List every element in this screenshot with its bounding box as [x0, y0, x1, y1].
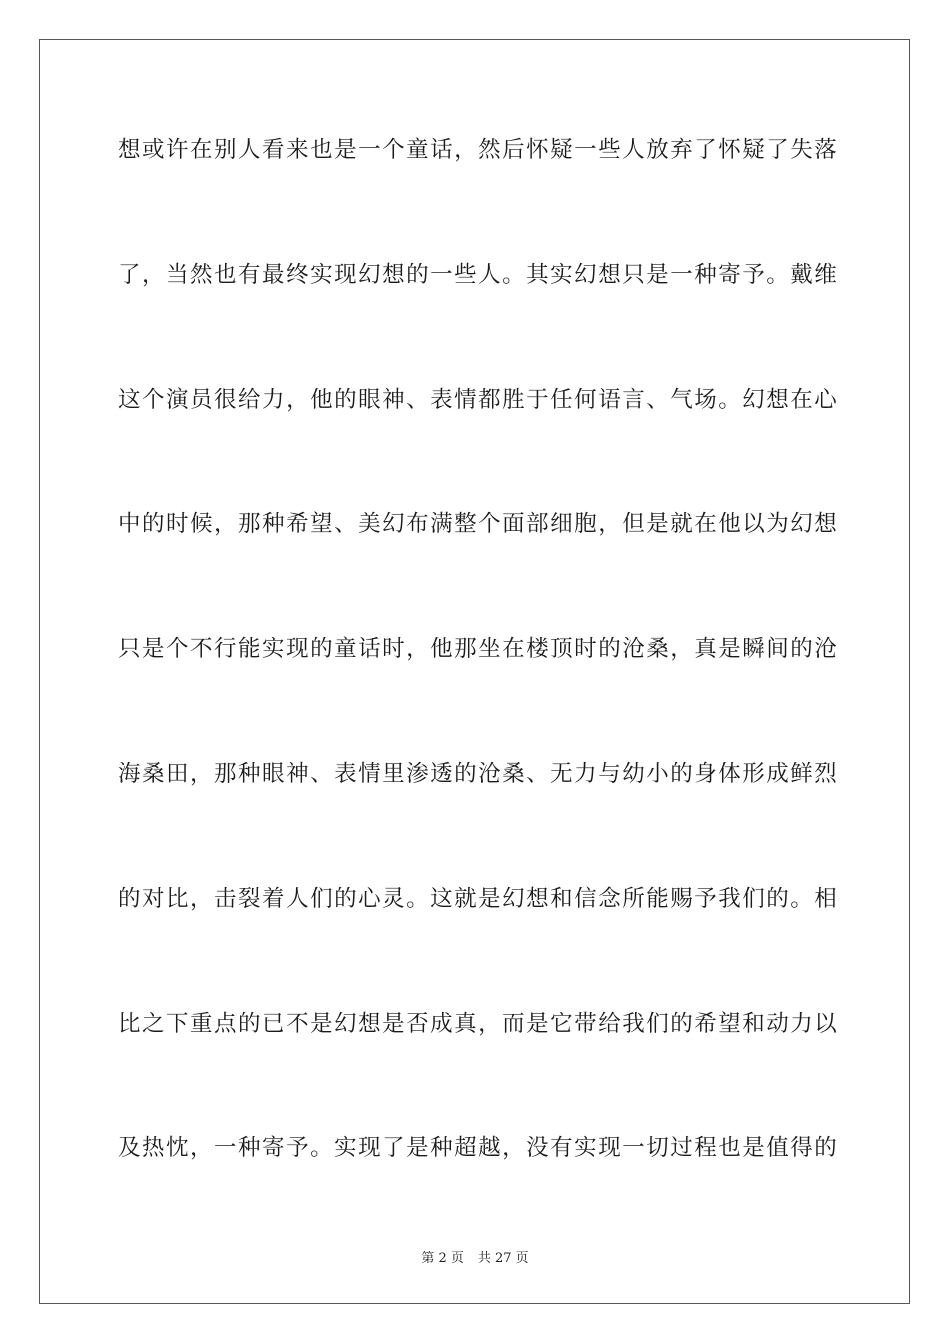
- text-line: 的对比，击裂着人们的心灵。这就是幻想和信念所能赐予我们的。相: [118, 885, 838, 912]
- text-line: 比之下重点的已不是幻想是否成真，而是它带给我们的希望和动力以: [118, 1010, 838, 1037]
- text-line: 想或许在别人看来也是一个童话，然后怀疑一些人放弃了怀疑了失落: [118, 137, 838, 163]
- text-line: 了，当然也有最终实现幻想的一些人。其实幻想只是一种寄予。戴维: [118, 261, 838, 288]
- page-footer: [0, 1247, 950, 1266]
- text-line: 这个演员很给力，他的眼神、表情都胜于任何语言、气场。幻想在心: [118, 386, 838, 413]
- page-number: 第 2 页: [421, 1251, 464, 1266]
- page-total: 共 27 页: [477, 1251, 529, 1266]
- text-line: 只是个不行能实现的童话时，他那坐在楼顶时的沧桑，真是瞬间的沧: [118, 636, 838, 663]
- body-text: [118, 128, 838, 1251]
- text-line: 及热忱，一种寄予。实现了是种超越，没有实现一切过程也是值得的: [118, 1135, 838, 1162]
- text-line: 中的时候，那种希望、美幻布满整个面部细胞，但是就在他以为幻想: [118, 511, 838, 538]
- text-line: 海桑田，那种眼神、表情里渗透的沧桑、无力与幼小的身体形成鲜烈: [118, 760, 838, 787]
